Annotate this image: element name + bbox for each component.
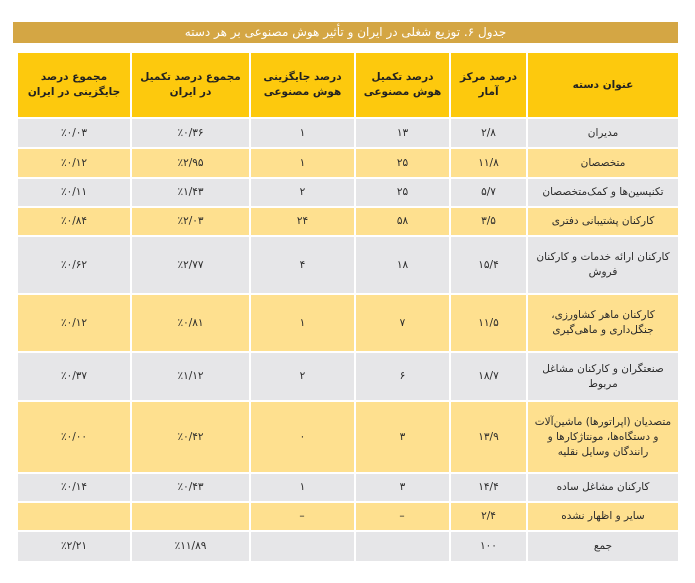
table-row: [17, 401, 679, 473]
cell-total-complement: ٪۱۱/۸۹: [131, 531, 250, 562]
table-row: [17, 118, 679, 148]
header-row: [17, 52, 679, 118]
cell-total-replacement: ٪۰/۳۷: [17, 352, 131, 401]
cell-total-replacement: ٪۰/۱۲: [17, 148, 131, 178]
cell-total-replacement: ٪۰/۰۰: [17, 401, 131, 473]
table-row: [17, 473, 679, 502]
cell-total-complement: ٪۲/۹۵: [131, 148, 250, 178]
cell-total-replacement: ٪۲/۲۱: [17, 531, 131, 562]
cell-category: مدیران: [527, 118, 679, 148]
cell-ai-replacement: ۴: [250, 236, 355, 294]
cell-total-complement: ٪۱/۱۲: [131, 352, 250, 401]
cell-stat-center: ۱۵/۴: [450, 236, 527, 294]
cell-total-complement: ٪۲/۷۷: [131, 236, 250, 294]
cell-total-complement: ٪۰/۳۶: [131, 118, 250, 148]
table-row: [17, 178, 679, 207]
cell-ai-replacement: [250, 531, 355, 562]
cell-stat-center: ۱۳/۹: [450, 401, 527, 473]
table-row: [17, 352, 679, 401]
cell-category: جمع: [527, 531, 679, 562]
cell-total-complement: ٪۰/۴۳: [131, 473, 250, 502]
cell-total-complement: ٪۰/۴۲: [131, 401, 250, 473]
cell-category: کارکنان ماهر کشاورزی، جنگل‌داری و ماهی‌گیری: [527, 294, 679, 352]
table-row: [17, 148, 679, 178]
cell-ai-complement: –: [355, 502, 450, 531]
cell-total-complement: ٪۱/۴۳: [131, 178, 250, 207]
cell-category: کارکنان مشاغل ساده: [527, 473, 679, 502]
cell-ai-complement: ۵۸: [355, 207, 450, 236]
cell-total-replacement: ٪۰/۱۱: [17, 178, 131, 207]
cell-ai-replacement: –: [250, 502, 355, 531]
cell-total-replacement: ٪۰/۸۴: [17, 207, 131, 236]
table-row: [17, 294, 679, 352]
table-row: [17, 236, 679, 294]
cell-ai-replacement: ۲: [250, 352, 355, 401]
header-ai-complement: درصد تکمیل هوش مصنوعی: [355, 52, 450, 118]
cell-category: متخصصان: [527, 148, 679, 178]
cell-category: صنعتگران و کارکنان مشاغل مربوط: [527, 352, 679, 401]
cell-stat-center: ۱۱/۸: [450, 148, 527, 178]
cell-category: کارکنان پشتیبانی دفتری: [527, 207, 679, 236]
cell-ai-replacement: ۱: [250, 118, 355, 148]
cell-total-complement: ٪۲/۰۳: [131, 207, 250, 236]
cell-ai-complement: ۶: [355, 352, 450, 401]
cell-category: تکنیسین‌ها و کمک‌متخصصان: [527, 178, 679, 207]
cell-ai-complement: [355, 531, 450, 562]
cell-category: متصدیان (اپراتورها) ماشین‌آلات و دستگاه‌ها، مونتاژکارها و رانندگان وسایل نقلیه: [527, 401, 679, 473]
cell-stat-center: ۱۰۰: [450, 531, 527, 562]
cell-stat-center: ۲/۴: [450, 502, 527, 531]
cell-total-complement: [131, 502, 250, 531]
table-row: [17, 207, 679, 236]
cell-stat-center: ۵/۷: [450, 178, 527, 207]
header-total-complement: مجموع درصد تکمیل در ایران: [131, 52, 250, 118]
cell-stat-center: ۱۸/۷: [450, 352, 527, 401]
cell-ai-complement: ۳: [355, 473, 450, 502]
cell-stat-center: ۲/۸: [450, 118, 527, 148]
cell-category: کارکنان ارائه خدمات و کارکنان فروش: [527, 236, 679, 294]
cell-ai-complement: ۲۵: [355, 148, 450, 178]
cell-total-replacement: ٪۰/۱۲: [17, 294, 131, 352]
header-total-replacement: مجموع درصد جایگزینی در ایران: [17, 52, 131, 118]
cell-ai-complement: ۱۸: [355, 236, 450, 294]
cell-total-replacement: ٪۰/۶۲: [17, 236, 131, 294]
cell-stat-center: ۱۴/۴: [450, 473, 527, 502]
cell-ai-complement: ۳: [355, 401, 450, 473]
cell-ai-complement: ۷: [355, 294, 450, 352]
cell-ai-replacement: ۱: [250, 294, 355, 352]
cell-total-replacement: ٪۰/۰۳: [17, 118, 131, 148]
cell-ai-complement: ۲۵: [355, 178, 450, 207]
cell-total-replacement: ٪۰/۱۴: [17, 473, 131, 502]
header-stat-center: درصد مرکز آمار: [450, 52, 527, 118]
cell-total-complement: ٪۰/۸۱: [131, 294, 250, 352]
table-row: [17, 502, 679, 531]
cell-ai-replacement: ۱: [250, 148, 355, 178]
cell-stat-center: ۱۱/۵: [450, 294, 527, 352]
table-title: جدول ۶. توزیع شغلی در ایران و تأثیر هوش مصنوعی بر هر دسته: [13, 22, 678, 43]
cell-ai-replacement: ۲: [250, 178, 355, 207]
occupation-ai-table: [16, 51, 680, 563]
cell-ai-replacement: ۱: [250, 473, 355, 502]
cell-ai-complement: ۱۳: [355, 118, 450, 148]
cell-ai-replacement: ۰: [250, 401, 355, 473]
table-row-total: [17, 531, 679, 562]
cell-ai-replacement: ۲۴: [250, 207, 355, 236]
cell-stat-center: ۳/۵: [450, 207, 527, 236]
header-category: عنوان دسته: [527, 52, 679, 118]
cell-category: سایر و اظهار نشده: [527, 502, 679, 531]
cell-total-replacement: [17, 502, 131, 531]
header-ai-replacement: درصد جایگزینی هوش مصنوعی: [250, 52, 355, 118]
